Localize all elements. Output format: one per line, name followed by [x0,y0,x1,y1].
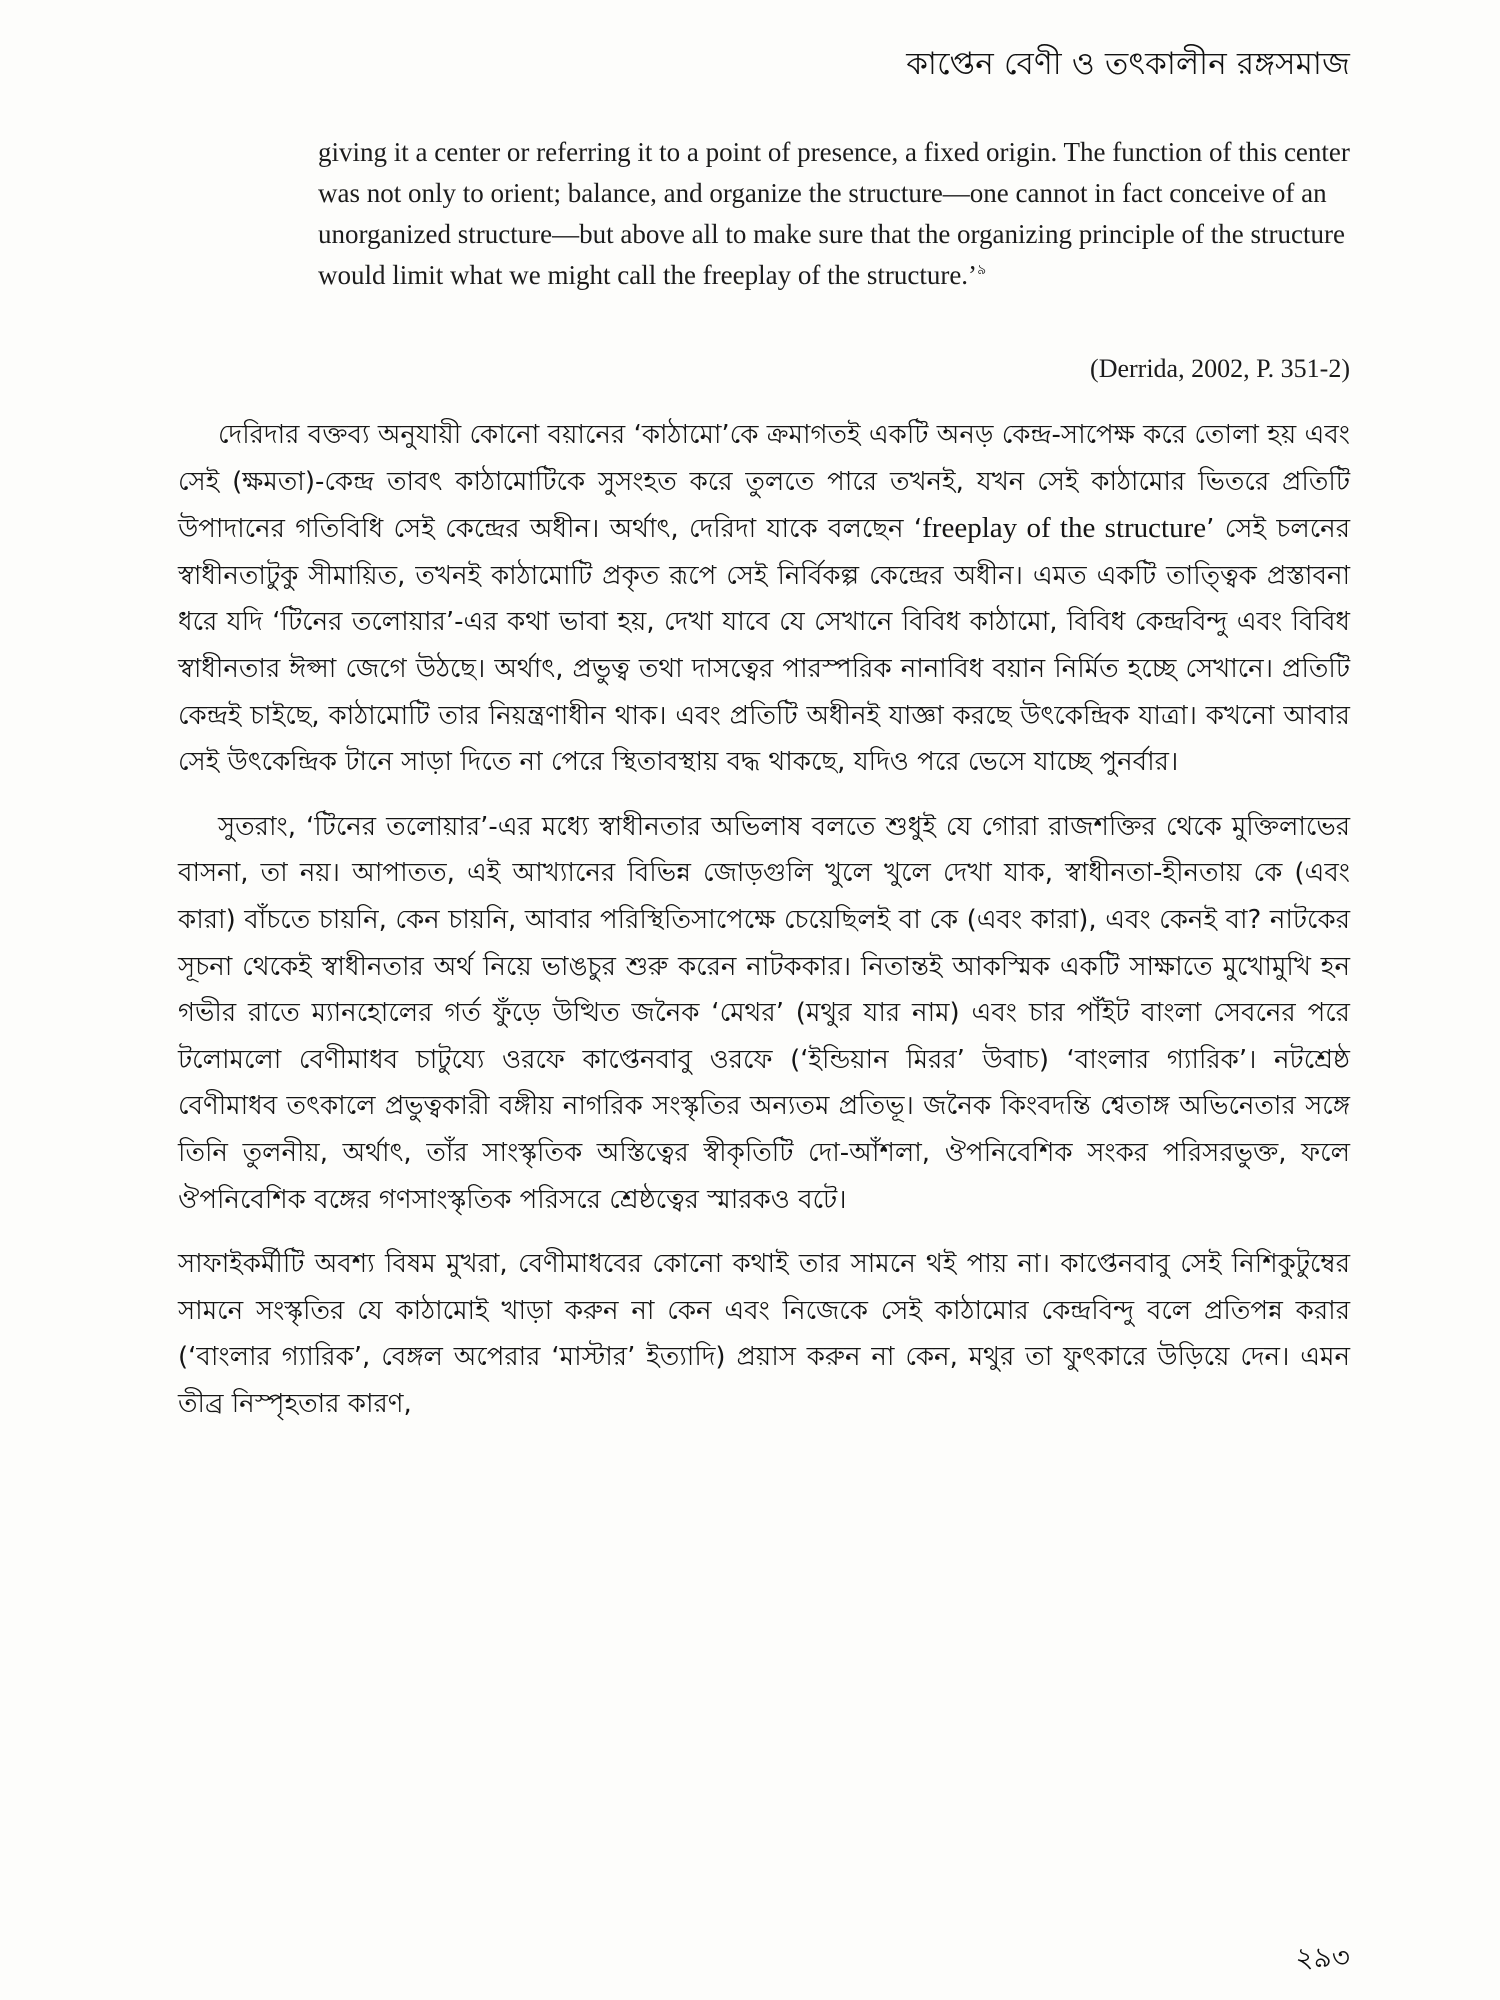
epigraph-quote [318,132,1350,296]
page-number: ২৯৩ [1295,1941,1350,1974]
body-text [178,412,1350,1445]
epigraph-citation: (Derrida, 2002, P. 351-2) [1090,354,1350,383]
running-header: কাপ্তেন বেণী ও তৎকালীন রঙ্গসমাজ [906,46,1350,82]
paragraph-1 [178,412,1350,786]
paragraph-1-part-a: দেরিদার বক্তব্য অনুযায়ী কোনো বয়ানের ‘কাঠামো’কে ক্রমাগতই একটি অনড় কেন্দ্র-সাপেক্ষ করে তোলা হয় এবং সেই (ক্ষমতা)-কেন্দ্র তাবৎ কাঠামোটিকে সুসংহত করে তুলতে পারে তখনই, যখন সেই কাঠামোর ভিতরে প্রতিটি উপাদানের গতিবিধি সেই কেন্দ্রের অধীন। অর্থাৎ, দেরিদা যাকে বলছেন ‘ [178,420,1350,545]
epigraph-paragraph [318,132,1350,296]
paragraph-3: সাফাইকর্মীটি অবশ্য বিষম মুখরা, বেণীমাধবের কোনো কথাই তার সামনে থই পায় না। কাপ্তেনবাবু সেই নিশিকুটুম্বের সামনে সংস্কৃতির যে কাঠামোই খাড়া করুন না কেন এবং নিজেকে সেই কাঠামোর কেন্দ্রবিন্দু বলে প্রতিপন্ন করার (‘বাংলার গ্যারিক’, বেঙ্গল অপেরার ‘মাস্টার’ ইত্যাদি) প্রয়াস করুন না কেন, মথুর তা ফুৎকারে উড়িয়ে দেন। এমন তীব্র নিস্পৃহতার কারণ, [178,1249,1350,1419]
footnote-marker: ৯ [977,263,987,278]
paragraph-1-part-b: ’ সেই চলনের স্বাধীনতাটুকু সীমায়িত, তখনই কাঠামোটি প্রকৃত রূপে সেই নির্বিকল্প কেন্দ্রের অধীন। এমত একটি তাত্ত্বিক প্রস্তাবনা ধরে যদি ‘টিনের তলোয়ার’-এর কথা ভাবা হয়, দেখা যাবে যে সেখানে বিবিধ কাঠামো, বিবিধ কেন্দ্রবিন্দু এবং বিবিধ স্বাধীনতার ঈপ্সা জেগে উঠছে। অর্থাৎ, প্রভুত্ব তথা দাসত্বের পারস্পরিক নানাবিধ বয়ান নির্মিত হচ্ছে সেখানে। প্রতিটি কেন্দ্রই চাইছে, কাঠামোটি তার নিয়ন্ত্রণাধীন থাক। এবং প্রতিটি অধীনই যাজ্ঞা করছে উৎকেন্দ্রিক যাত্রা। কখনো আবার সেই উৎকেন্দ্রিক টানে সাড়া দিতে না পেরে স্থিতাবস্থায় বদ্ধ থাকছে, যদিও পরে ভেসে যাচ্ছে পুনর্বার। [178,514,1350,778]
paragraph-1-latin-phrase: freeplay of the structure [922,512,1207,545]
epigraph-text: giving it a center or referring it to a point of presence, a fixed origin. The function of this center was not only to orient; balance, and organize the structure—one cannot in fact conceive of an unorganized structure—but above all to make sure that the organizing principle of the structure would limit what we might call the freeplay of the structure.’ [318,137,1350,290]
paragraph-2: সুতরাং, ‘টিনের তলোয়ার’-এর মধ্যে স্বাধীনতার অভিলাষ বলতে শুধুই যে গোরা রাজশক্তির থেকে মুক্তিলাভের বাসনা, তা নয়। আপাতত, এই আখ্যানের বিভিন্ন জোড়গুলি খুলে খুলে দেখা যাক, স্বাধীনতা-হীনতায় কে (এবং কারা) বাঁচতে চায়নি, কেন চায়নি, আবার পরিস্থিতিসাপেক্ষে চেয়েছিলই বা কে (এবং কারা), এবং কেনই বা? নাটকের সূচনা থেকেই স্বাধীনতার অর্থ নিয়ে ভাঙচুর শুরু করেন নাটককার। নিতান্তই আকস্মিক একটি সাক্ষাতে মুখোমুখি হন গভীর রাতে ম্যানহোলের গর্ত ফুঁড়ে উত্থিত জনৈক ‘মেথর’ (মথুর যার নাম) এবং চার পাঁইট বাংলা সেবনের পরে টলোমলো বেণীমাধব চাটুয্যে ওরফে কাপ্তেনবাবু ওরফে (‘ইন্ডিয়ান মিরর’ উবাচ) ‘বাংলার গ্যারিক’। নটশ্রেষ্ঠ বেণীমাধব তৎকালে প্রভুত্বকারী বঙ্গীয় নাগরিক সংস্কৃতির অন্যতম প্রতিভূ। জনৈক কিংবদন্তি শ্বেতাঙ্গ অভিনেতার সঙ্গে তিনি তুলনীয়, অর্থাৎ, তাঁর সাংস্কৃতিক অস্তিত্বের স্বীকৃতিটি দো-আঁশলা, ঔপনিবেশিক সংকর পরিসরভুক্ত, ফলে ঔপনিবেশিক বঙ্গের গণসাংস্কৃতিক পরিসরে শ্রেষ্ঠত্বের স্মারকও বটে। [178,811,1350,1215]
